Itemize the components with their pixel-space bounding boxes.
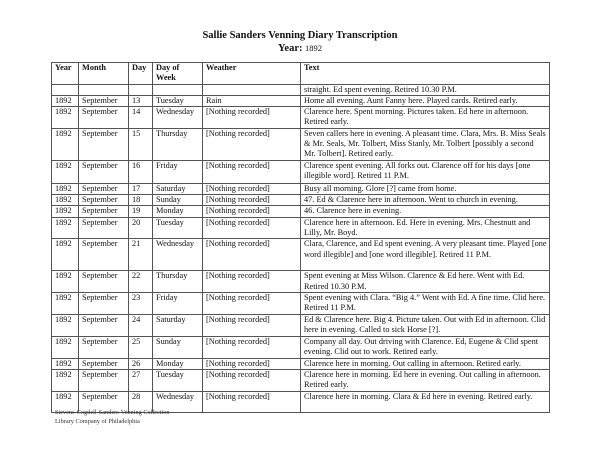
cell-day-of-week: Thursday xyxy=(153,271,203,293)
footer-collection: Stevens-Cogdell-Sanders-Venning Collection xyxy=(55,409,170,416)
cell-day: 13 xyxy=(129,95,153,106)
year-label: Year: xyxy=(278,43,303,54)
cell-year: 1892 xyxy=(52,392,79,413)
cell-text: Busy all morning. Glore [?] came from home. xyxy=(301,183,550,194)
continuation-text: straight. Ed spent evening. Retired 10.30 P.M. xyxy=(301,84,550,95)
diary-table xyxy=(51,62,550,413)
cell-year: 1892 xyxy=(52,239,79,271)
footer-library: Library Company of Philadelphia xyxy=(55,418,140,425)
cell-day: 18 xyxy=(129,195,153,206)
cell-month: September xyxy=(79,206,129,217)
cell-weather: [Nothing recorded] xyxy=(203,292,301,314)
table-row xyxy=(52,195,550,206)
cell-month: September xyxy=(79,392,129,413)
header-day: Day xyxy=(129,63,153,85)
cell-text: Ed & Clarence here. Big 4. Picture taken. Out with Ed in afternoon. Clid here in evening. Called to sick Horse [?]. xyxy=(301,314,550,336)
cell-month: September xyxy=(79,271,129,293)
cell-day: 24 xyxy=(129,314,153,336)
header-day-of-week: Day of Week xyxy=(153,63,203,85)
cell-month: September xyxy=(79,358,129,369)
table-header-row xyxy=(52,63,550,85)
table-row xyxy=(52,271,550,293)
table-row xyxy=(52,95,550,106)
cell-day-of-week: Wednesday xyxy=(153,239,203,271)
cell-year: 1892 xyxy=(52,160,79,183)
cell-year: 1892 xyxy=(52,95,79,106)
document-subtitle xyxy=(0,42,600,55)
cell-day-of-week: Friday xyxy=(153,292,203,314)
cell-day-of-week: Saturday xyxy=(153,183,203,194)
cell-day: 14 xyxy=(129,107,153,129)
cell-month: September xyxy=(79,128,129,160)
cell-day-of-week: Saturday xyxy=(153,314,203,336)
cell-year: 1892 xyxy=(52,217,79,239)
cell-text: Clarence here in afternoon. Ed. Here in evening. Mrs. Chestnutt and Lilly, Mr. Boyd. xyxy=(301,217,550,239)
header-weather: Weather xyxy=(203,63,301,85)
cell-weather: Rain xyxy=(203,95,301,106)
table-row xyxy=(52,107,550,129)
continuation-row xyxy=(52,84,550,95)
cell-text: Home all evening. Aunt Fanny here. Played cards. Retired early. xyxy=(301,95,550,106)
cell-day-of-week: Tuesday xyxy=(153,95,203,106)
table-row xyxy=(52,292,550,314)
cell-day-of-week: Sunday xyxy=(153,336,203,358)
cell-month: September xyxy=(79,217,129,239)
cell-day: 21 xyxy=(129,239,153,271)
cell-text: Clarence here in morning. Out calling in afternoon. Retired early. xyxy=(301,358,550,369)
cell-day: 15 xyxy=(129,128,153,160)
cell-text: Clara, Clarence, and Ed spent evening. A very pleasant time. Played [one word illegible] and [one word illegible]. Retired 11 P.M. xyxy=(301,239,550,271)
cell-month: September xyxy=(79,107,129,129)
table-row xyxy=(52,358,550,369)
cell-weather: [Nothing recorded] xyxy=(203,336,301,358)
cell-day: 27 xyxy=(129,370,153,392)
cell-year: 1892 xyxy=(52,195,79,206)
document-title: Sallie Sanders Venning Diary Transcription xyxy=(202,30,398,41)
cell-year: 1892 xyxy=(52,336,79,358)
table-row xyxy=(52,128,550,160)
cell-weather: [Nothing recorded] xyxy=(203,107,301,129)
cell-weather: [Nothing recorded] xyxy=(203,271,301,293)
cell-year: 1892 xyxy=(52,183,79,194)
header-month: Month xyxy=(79,63,129,85)
table-row xyxy=(52,206,550,217)
cell-day: 16 xyxy=(129,160,153,183)
cell-year: 1892 xyxy=(52,292,79,314)
cell-day: 22 xyxy=(129,271,153,293)
cell-month: September xyxy=(79,370,129,392)
cell-day-of-week: Tuesday xyxy=(153,217,203,239)
cell-day-of-week: Sunday xyxy=(153,195,203,206)
cell-weather: [Nothing recorded] xyxy=(203,358,301,369)
cell-weather: [Nothing recorded] xyxy=(203,217,301,239)
cell-text: 47. Ed & Clarence here in afternoon. Went to church in evening. xyxy=(301,195,550,206)
cell-day-of-week: Friday xyxy=(153,160,203,183)
cell-day: 26 xyxy=(129,358,153,369)
cell-weather: [Nothing recorded] xyxy=(203,370,301,392)
cell-month: September xyxy=(79,95,129,106)
cell-day-of-week: Tuesday xyxy=(153,370,203,392)
cell-month: September xyxy=(79,292,129,314)
cell-text: Clarence here. Spent morning. Pictures taken. Ed here in afternoon. Retired early. xyxy=(301,107,550,129)
header-year: Year xyxy=(52,63,79,85)
cell-text: Clarence here in morning. Clara & Ed here in evening. Retired early. xyxy=(301,392,550,413)
cell-year: 1892 xyxy=(52,314,79,336)
cell-month: September xyxy=(79,195,129,206)
cell-day: 25 xyxy=(129,336,153,358)
cell-year: 1892 xyxy=(52,271,79,293)
cell-text: Clarence spent evening. All forks out. Clarence off for his days [one illegible word]. Retired 11 P.M. xyxy=(301,160,550,183)
cell-day-of-week: Thursday xyxy=(153,128,203,160)
year-value: 1892 xyxy=(305,43,322,53)
cell-month: September xyxy=(79,314,129,336)
table-row xyxy=(52,314,550,336)
cell-day-of-week: Monday xyxy=(153,358,203,369)
cell-text: Spent evening at Miss Wilson. Clarence & Ed here. Went with Ed. Retired 10.30 P.M. xyxy=(301,271,550,293)
cell-weather: [Nothing recorded] xyxy=(203,239,301,271)
cell-day: 28 xyxy=(129,392,153,413)
cell-month: September xyxy=(79,239,129,271)
cell-text: Company all day. Out driving with Clarence. Ed, Eugene & Clid spent evening. Clid out to work. Retired early. xyxy=(301,336,550,358)
cell-month: September xyxy=(79,183,129,194)
table-row xyxy=(52,239,550,271)
cell-year: 1892 xyxy=(52,358,79,369)
cell-day-of-week: Wednesday xyxy=(153,392,203,413)
cell-text: Spent evening with Clara. “Big 4.” Went with Ed. A fine time. Clid here. Retired 11 P.M. xyxy=(301,292,550,314)
table-row xyxy=(52,370,550,392)
header-text: Text xyxy=(301,63,550,85)
cell-year: 1892 xyxy=(52,128,79,160)
cell-weather: [Nothing recorded] xyxy=(203,128,301,160)
table-row xyxy=(52,217,550,239)
footer xyxy=(55,408,170,426)
cell-weather: [Nothing recorded] xyxy=(203,392,301,413)
cell-weather: [Nothing recorded] xyxy=(203,314,301,336)
cell-year: 1892 xyxy=(52,206,79,217)
cell-weather: [Nothing recorded] xyxy=(203,195,301,206)
table-row xyxy=(52,183,550,194)
cell-weather: [Nothing recorded] xyxy=(203,160,301,183)
cell-weather: [Nothing recorded] xyxy=(203,206,301,217)
cell-year: 1892 xyxy=(52,107,79,129)
cell-day-of-week: Monday xyxy=(153,206,203,217)
cell-day: 19 xyxy=(129,206,153,217)
cell-weather: [Nothing recorded] xyxy=(203,183,301,194)
cell-month: September xyxy=(79,160,129,183)
cell-text: Clarence here in morning. Ed here in evening. Out calling in afternoon. Retired early. xyxy=(301,370,550,392)
cell-day: 17 xyxy=(129,183,153,194)
table-row xyxy=(52,160,550,183)
cell-year: 1892 xyxy=(52,370,79,392)
cell-day-of-week: Wednesday xyxy=(153,107,203,129)
cell-day: 23 xyxy=(129,292,153,314)
cell-text: Seven callers here in evening. A pleasant time. Clara, Mrs. B. Miss Seals & Mr. Seals, Mr. Tolbert, Miss Stanly, Mr. Tolbert [possibly a second Mr. Tolbert]. Retired early. xyxy=(301,128,550,160)
cell-month: September xyxy=(79,336,129,358)
cell-text: 46. Clarence here in evening. xyxy=(301,206,550,217)
table-row xyxy=(52,336,550,358)
cell-day: 20 xyxy=(129,217,153,239)
